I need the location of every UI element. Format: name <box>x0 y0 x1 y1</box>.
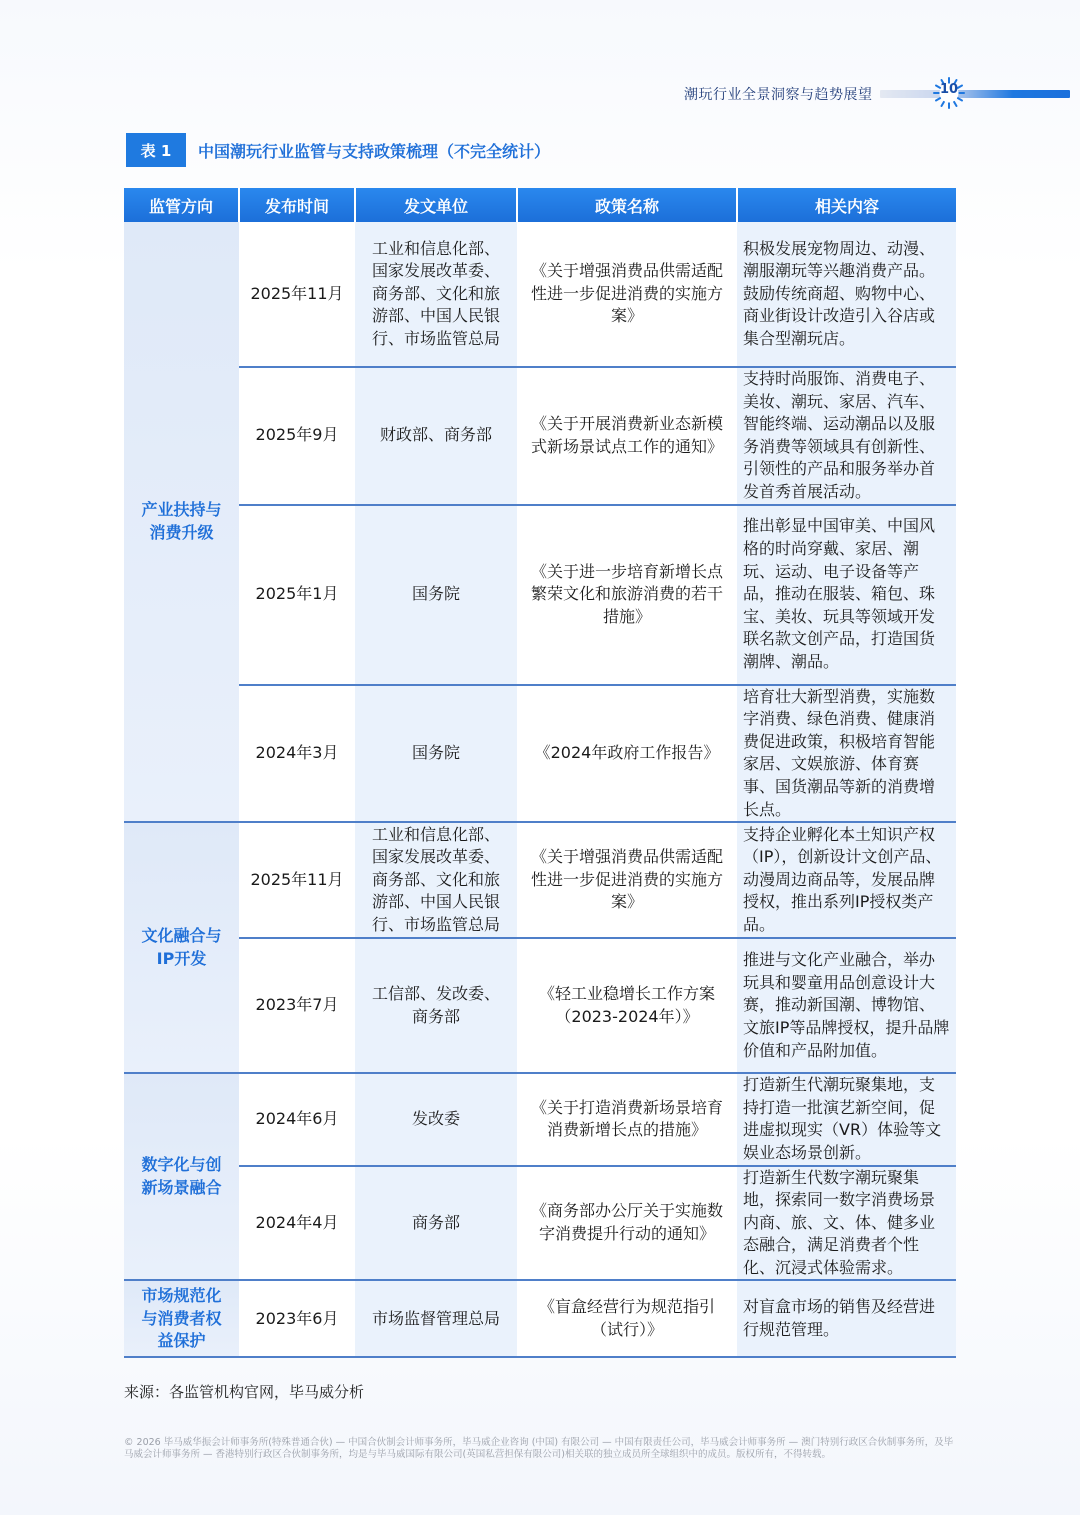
date-cell: 2025年1月 <box>239 505 355 685</box>
content-cell: 打造新生代数字潮玩聚集地，探索同一数字消费场景内商、旅、文、体、健多业态融合，满足消费者个性化、沉浸式体验需求。 <box>737 1166 956 1281</box>
issuer-cell: 发改委 <box>355 1073 517 1165</box>
copyright-footer: © 2026 毕马威华振会计师事务所(特殊普通合伙) — 中国合伙制会计师事务所，毕马威企业咨询 (中国) 有限公司 — 中国有限责任公司，毕马威会计师事务所 — 澳门特别行政区合伙制事务所，及毕马威会计师事务所 — 香港特别行政区合伙制事务所，均是与毕马威国际有限公司(英国私营担保有限公司)相关联的独立成员所全球组织中的成员。版权所有，不得转载。 <box>124 1437 954 1460</box>
date-cell: 2025年11月 <box>239 222 355 367</box>
policy-name-cell: 《关于增强消费品供需适配性进一步促进消费的实施方案》 <box>517 222 737 367</box>
category-label: 文化融合与IP开发 <box>141 926 222 968</box>
col-header-direction: 监管方向 <box>124 188 239 222</box>
issuer-cell: 工业和信息化部、国家发展改革委、商务部、文化和旅游部、中国人民银行、市场监管总局 <box>355 822 517 938</box>
table-row <box>124 505 956 685</box>
category-cell <box>124 822 239 1073</box>
table-row <box>124 822 956 938</box>
policy-name-cell: 《2024年政府工作报告》 <box>517 685 737 823</box>
policy-name-cell: 《关于开展消费新业态新模式新场景试点工作的通知》 <box>517 367 737 505</box>
content-cell: 培育壮大新型消费，实施数字消费、绿色消费、健康消费促进政策，积极培育智能家居、文娱旅游、体育赛事、国货潮品等新的消费增长点。 <box>737 685 956 823</box>
issuer-cell: 市场监督管理总局 <box>355 1280 517 1357</box>
source-note: 来源：各监管机构官网，毕马威分析 <box>124 1383 365 1401</box>
table-row <box>124 938 956 1073</box>
content-cell: 推出彰显中国审美、中国风格的时尚穿戴、家居、潮玩、运动、电子设备等产品，推动在服装、箱包、珠宝、美妆、玩具等领域开发联名款文创产品，打造国货潮牌、潮品。 <box>737 505 956 685</box>
table-row <box>124 1280 956 1357</box>
date-cell: 2024年3月 <box>239 685 355 823</box>
policy-name-cell: 《商务部办公厅关于实施数字消费提升行动的通知》 <box>517 1166 737 1281</box>
issuer-cell: 工信部、发改委、商务部 <box>355 938 517 1073</box>
content-cell: 打造新生代潮玩聚集地，支持打造一批演艺新空间，促进虚拟现实（VR）体验等文娱业态场景创新。 <box>737 1073 956 1165</box>
issuer-cell: 财政部、商务部 <box>355 367 517 505</box>
content-cell: 积极发展宠物周边、动漫、潮服潮玩等兴趣消费产品。鼓励传统商超、购物中心、商业街设计改造引入谷店或集合型潮玩店。 <box>737 222 956 367</box>
table-row <box>124 685 956 823</box>
date-cell: 2025年11月 <box>239 822 355 938</box>
content-cell: 支持企业孵化本土知识产权（IP），创新设计文创产品、动漫周边商品等，发展品牌授权，推出系列IP授权类产品。 <box>737 822 956 938</box>
table-caption-title: 中国潮玩行业监管与支持政策梳理（不完全统计） <box>198 142 551 161</box>
issuer-cell: 国务院 <box>355 685 517 823</box>
category-label: 市场规范化与消费者权益保护 <box>141 1286 222 1351</box>
col-header-date: 发布时间 <box>239 188 355 222</box>
content-cell: 支持时尚服饰、消费电子、美妆、潮玩、家居、汽车、智能终端、运动潮品以及服务消费等领域具有创新性、引领性的产品和服务举办首发首秀首展活动。 <box>737 367 956 505</box>
policy-name-cell: 《盲盒经营行为规范指引（试行）》 <box>517 1280 737 1357</box>
col-header-issuer: 发文单位 <box>355 188 517 222</box>
category-label: 产业扶持与消费升级 <box>141 499 222 542</box>
date-cell: 2025年9月 <box>239 367 355 505</box>
category-cell <box>124 222 239 822</box>
policy-table <box>124 188 956 1358</box>
table-row <box>124 222 956 367</box>
header-gradient-bar <box>880 90 1070 98</box>
content-cell: 对盲盒市场的销售及经营进行规范管理。 <box>737 1280 956 1357</box>
date-cell: 2024年6月 <box>239 1073 355 1165</box>
policy-name-cell: 《关于增强消费品供需适配性进一步促进消费的实施方案》 <box>517 822 737 938</box>
content-cell: 推进与文化产业融合，举办玩具和婴童用品创意设计大赛，推动新国潮、博物馆、文旅IP等品牌授权，提升品牌价值和产品附加值。 <box>737 938 956 1073</box>
date-cell: 2023年7月 <box>239 938 355 1073</box>
col-header-policy-name: 政策名称 <box>517 188 737 222</box>
table-caption-label: 表 1 <box>126 133 186 167</box>
issuer-cell: 工业和信息化部、国家发展改革委、商务部、文化和旅游部、中国人民银行、市场监管总局 <box>355 222 517 367</box>
table-row <box>124 1166 956 1281</box>
table-header-row <box>124 188 956 222</box>
date-cell: 2024年4月 <box>239 1166 355 1281</box>
report-title: 潮玩行业全景洞察与趋势展望 <box>684 87 873 103</box>
category-label: 数字化与创新场景融合 <box>141 1155 222 1197</box>
table-row <box>124 367 956 505</box>
policy-name-cell: 《轻工业稳增长工作方案（2023-2024年）》 <box>517 938 737 1073</box>
issuer-cell: 商务部 <box>355 1166 517 1281</box>
table-row <box>124 1073 956 1165</box>
issuer-cell: 国务院 <box>355 505 517 685</box>
category-cell <box>124 1280 239 1357</box>
policy-name-cell: 《关于打造消费新场景培育消费新增长点的措施》 <box>517 1073 737 1165</box>
page-number: 10 <box>939 82 959 97</box>
category-cell <box>124 1073 239 1280</box>
date-cell: 2023年6月 <box>239 1280 355 1357</box>
policy-name-cell: 《关于进一步培育新增长点繁荣文化和旅游消费的若干措施》 <box>517 505 737 685</box>
col-header-content: 相关内容 <box>737 188 956 222</box>
